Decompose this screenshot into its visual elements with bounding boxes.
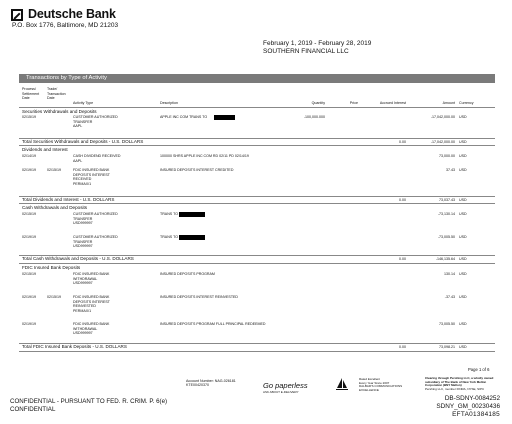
redaction-box [214,115,235,120]
col-amount: Amount [442,101,455,105]
row-description: APPLE INC COM TRANS TO [160,115,208,119]
row-currency: USD [459,235,467,239]
row-description: INSURED DEPOSITS INTEREST CREDITED [160,168,234,172]
row-date: 02/14/19 [22,154,36,158]
row-currency: USD [459,322,467,326]
row-currency: USD [459,272,467,276]
row-activity: CUSTOMER AUTHORIZED TRANSFER AAPL [73,115,118,129]
clearing-text: Clearing through Pershing LLC, a wholly owned subsidiary of The Bank of New York Mellon Corporation (BNY Mellon) Pershing LLC, member FINRA, NYSE, SIPC [425,376,494,391]
row-activity: CASH DIVIDEND RECEIVED AAPL [73,154,121,163]
bank-address: P.O. Box 1776, Baltimore, MD 21203 [12,22,119,29]
group-total-label: Total Dividends and Interest - U.S. DOLLARS [22,197,115,202]
col-currency: Currency [459,101,474,105]
row-description: TRANS TO [160,212,179,216]
group-total-amount: 73,037.43 [439,198,455,202]
row-activity: CUSTOMER AUTHORIZED TRANSFER USD999997 [73,212,118,226]
total-rule [19,203,495,204]
row-description: INSURED DEPOSITS PROGRAM [160,272,215,276]
row-date: 02/19/19 [22,235,36,239]
statement-header [263,40,371,56]
deutsche-bank-logo-icon [11,9,23,21]
group-total-currency: USD [459,345,467,349]
row-description: INSURED DEPOSITS PROGRAM FULL PRINCIPAL REDEEMED [160,322,266,326]
group-total-label: Total FDIC Insured Bank Deposits - U.S. DOLLARS [22,344,127,349]
row-currency: USD [459,115,467,119]
col-process-date: Process/ Settlement Date [22,87,40,101]
group-total-interest: 0.00 [399,257,406,261]
row-date: 02/19/19 [22,168,36,172]
row-currency: USD [459,168,467,172]
row-date: 02/15/19 [22,272,36,276]
row-amount: 37.43 [446,168,455,172]
row-date: 02/15/19 [22,115,36,119]
row-activity: FDIC INSURED BANK DEPOSITS INTEREST RECEIVED PERMAX/1 [73,168,110,186]
row-amount: 130.14 [444,272,455,276]
row-activity: FDIC INSURED BANK WITHDRAWAL USD999997 [73,272,110,286]
group-total-interest: 0.00 [399,198,406,202]
total-rule [19,263,495,264]
row-trade-date: 02/15/19 [47,168,61,172]
row-currency: USD [459,295,467,299]
group-total-currency: USD [459,198,467,202]
row-trade-date: 02/15/19 [47,295,61,299]
row-description: TRANS TO [160,235,179,239]
col-description: Description [160,101,178,105]
row-amount: -37.43 [444,295,455,299]
row-currency: USD [459,154,467,158]
sailboat-icon [335,377,349,391]
total-rule [19,145,495,146]
row-activity: FDIC INSURED BANK DEPOSITS INTEREST REINVESTED PERMAX/1 [73,295,110,313]
bates-number-1: DB-SDNY-0084252 [444,395,500,402]
col-price: Price [349,101,358,105]
row-amount: -73,130.14 [437,212,455,216]
group-title: FDIC Insured Bank Deposits [22,265,81,270]
group-total-interest: 0.00 [399,345,406,349]
redaction-box [179,235,205,240]
row-date: 02/19/19 [22,295,36,299]
confidential-line-2: CONFIDENTIAL [10,406,56,413]
header-rule [19,107,495,108]
row-amount: -17,042,000.00 [430,115,455,119]
page-number: Page 1 of 6 [468,367,490,372]
row-date: 02/15/19 [22,212,36,216]
statement-period: February 1, 2019 - February 28, 2019 [263,40,372,47]
group-total-amount: 73,098.21 [439,345,455,349]
col-quantity: Quantity [311,101,325,105]
group-total-amount: -146,135.64 [435,257,455,261]
account-number: Account Number: NAG-026181 KTE00420370 [186,379,236,387]
row-amount: 73,000.00 [439,154,455,158]
group-total-currency: USD [459,257,467,261]
section-title-bar [19,74,495,83]
group-title: Dividends and Interest [22,147,68,152]
row-quantity: -100,000.000 [303,115,325,119]
row-amount: -73,005.50 [437,235,455,239]
group-title: Cash Withdrawals and Deposits [22,205,88,210]
bates-number-2: SDNY_GM_00230436 [436,403,500,410]
row-currency: USD [459,212,467,216]
col-trade-date: Trade/ Transaction Date [47,87,66,101]
group-title: Securities Withdrawals and Deposits [22,109,97,114]
group-total-label: Total Securities Withdrawals and Deposits - U.S. DOLLARS [22,139,144,144]
bank-name: Deutsche Bank [28,7,116,21]
row-activity: FDIC INSURED BANK WITHDRAWAL USD999997 [73,322,110,336]
award-text: Rated Excellent Every Year Since 2007 DALBAR'S COMMUNICATIONS EXCELLENCE [359,377,403,392]
group-total-amount: -17,042,000.00 [430,140,455,144]
confidential-line-1: CONFIDENTIAL - PURSUANT TO FED. R. CRIM. P. 6(e) [10,398,168,405]
account-name: SOUTHERN FINANCIAL LLC [263,48,349,55]
row-description: 100000 SHRS APPLE INC COM RD 02/11 PD 02/14/19 [160,154,249,158]
col-accrued-interest: Accrued Interest [379,101,406,105]
group-total-interest: 0.00 [399,140,406,144]
row-date: 02/19/19 [22,322,36,326]
group-total-currency: USD [459,140,467,144]
col-activity-type: Activity Type [73,101,94,105]
bates-number-3: EFTA01384185 [452,411,500,418]
go-paperless-logo: Go paperless ASK ABOUT E-DELIVERY [263,381,308,394]
row-activity: CUSTOMER AUTHORIZED TRANSFER USD999997 [73,235,118,249]
group-total-label: Total Cash Withdrawals and Deposits - U.S. DOLLARS [22,256,134,261]
row-amount: 73,005.50 [439,322,455,326]
row-description: INSURED DEPOSITS INTEREST REINVESTED [160,295,239,299]
total-rule [19,351,495,352]
redaction-box [179,212,205,217]
section-title: Transactions by Type of Activity [26,75,107,81]
